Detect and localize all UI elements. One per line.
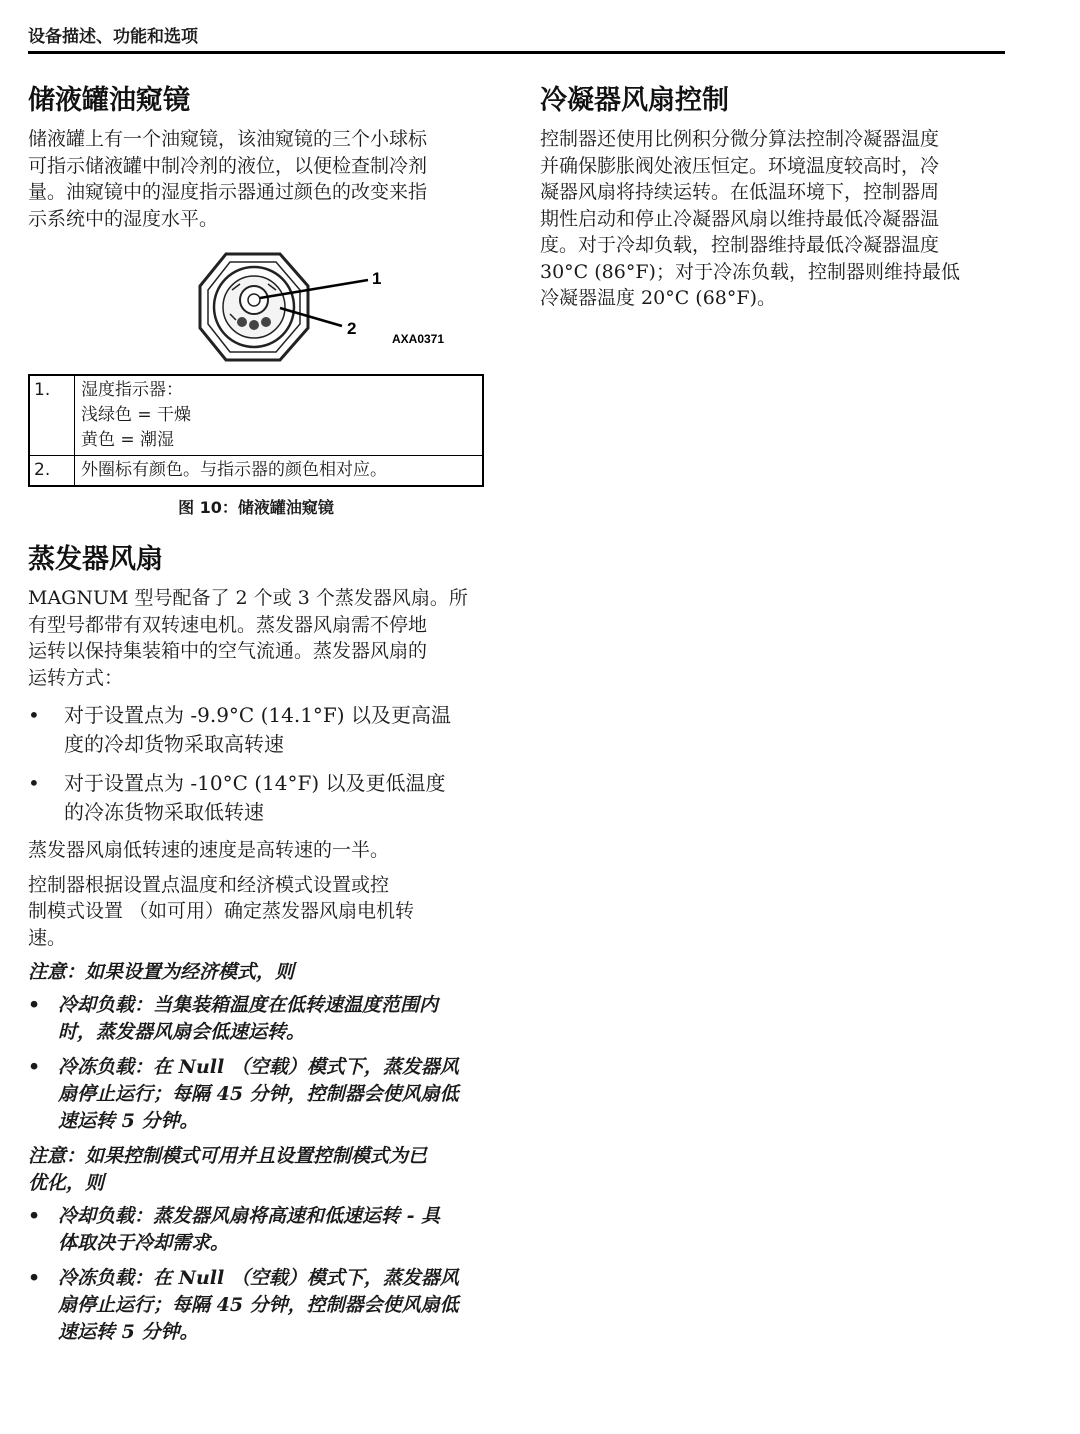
text-line: 速运转 5 分钟。	[58, 1110, 199, 1132]
text-line: 对于设置点为 -9.9°C (14.1°F) 以及更高温	[64, 703, 451, 727]
text-line: 期性启动和停止冷凝器风扇以维持最低冷凝器温	[540, 207, 940, 230]
text-line: 运转方式：	[28, 666, 124, 689]
text-line: 有型号都带有双转速电机。蒸发器风扇需不停地	[28, 613, 428, 636]
section-evaporator-fan	[28, 541, 498, 1346]
heading-evaporator-fan: 蒸发器风扇	[28, 544, 163, 575]
text-line: 储液罐上有一个油窥镜，该油窥镜的三个小球标	[28, 128, 428, 150]
sight-glass-drawing	[196, 250, 486, 368]
bullet-dot: •	[28, 1056, 41, 1078]
text-line: 冷凝器温度 20°C (68°F)。	[540, 287, 776, 309]
legend-num: 2.	[29, 456, 75, 487]
bullet-dot: •	[28, 1267, 41, 1289]
text-line: 冷冻负载：在 Null （空载）模式下，蒸发器风	[58, 1267, 459, 1289]
sight-glass-illustration	[28, 250, 488, 368]
legend-num: 1.	[29, 375, 75, 456]
bullet-dot: •	[28, 703, 40, 727]
text-line: 制模式设置 （如可用）确定蒸发器风扇电机转	[28, 900, 415, 922]
list-item	[28, 1054, 498, 1135]
legend-text	[75, 456, 484, 487]
text-line: 30°C (86°F)；对于冷冻负载，控制器则维持最低	[540, 260, 960, 283]
figure-legend-table	[28, 374, 484, 487]
text-line: 度的冷却货物采取高转速	[64, 732, 284, 756]
callout-1: 1	[372, 269, 382, 288]
note-economy-mode	[28, 959, 498, 986]
legend-text	[75, 375, 484, 456]
low-speed-paragraph	[28, 837, 498, 864]
text-line: 运转以保持集装箱中的空气流通。蒸发器风扇的	[28, 640, 428, 662]
text-line: 冷却负载：当集装箱温度在低转速温度范围内	[58, 994, 439, 1016]
text-line: 蒸发器风扇低转速的速度是高转速的一半。	[28, 839, 390, 861]
list-item	[28, 1203, 498, 1257]
figure-caption: 图 10：储液罐油窥镜	[178, 498, 334, 517]
economy-note-list	[28, 992, 498, 1135]
text-line: 优化，则	[28, 1172, 105, 1194]
text-line: 凝器风扇将持续运转。在低温环境下，控制器周	[540, 181, 940, 203]
bullet-dot: •	[28, 1205, 41, 1227]
bullet-dot: •	[28, 771, 40, 795]
text-line: 体取决于冷却需求。	[58, 1232, 230, 1254]
text-line: 的冷冻货物采取低转速	[64, 800, 264, 824]
list-item	[28, 769, 498, 827]
text-line: 速运转 5 分钟。	[58, 1321, 199, 1343]
legend-line: 湿度指示器：	[81, 380, 183, 400]
speed-bullet-list	[28, 701, 498, 827]
list-item	[28, 701, 498, 759]
text-line: 可指示储液罐中制冷剂的液位，以便检查制冷剂	[28, 154, 428, 177]
running-header	[28, 26, 1005, 54]
sight-glass-paragraph	[28, 126, 498, 232]
text-line: 度。对于冷却负载，控制器维持最低冷凝器温度	[540, 234, 940, 256]
list-item	[28, 1265, 498, 1346]
figure-sight-glass	[28, 250, 488, 519]
text-line: 时，蒸发器风扇会低速运转。	[58, 1021, 306, 1043]
text-line: 冷冻负载：在 Null （空载）模式下，蒸发器风	[58, 1056, 459, 1078]
heading-sight-glass: 储液罐油窥镜	[28, 85, 190, 116]
text-line: 对于设置点为 -10°C (14°F) 以及更低温度	[64, 771, 446, 795]
evaporator-intro	[28, 585, 498, 691]
text-line: 量。油窥镜中的湿度指示器通过颜色的改变来指	[28, 181, 428, 203]
text-line: 并确保膨胀阀处液压恒定。环境温度较高时，冷	[540, 154, 940, 177]
bullet-dot: •	[28, 994, 41, 1016]
text-line: 扇停止运行；每隔 45 分钟，控制器会使风扇低	[58, 1294, 459, 1316]
text-line: 注意：如果设置为经济模式，则	[28, 961, 295, 983]
text-line: 速。	[28, 926, 67, 949]
figure-code: AXA0371	[392, 332, 445, 346]
control-mode-note-list	[28, 1203, 498, 1346]
text-line: 控制器根据设置点温度和经济模式设置或控	[28, 873, 390, 896]
text-line: MAGNUM 型号配备了 2 个或 3 个蒸发器风扇。所	[28, 587, 468, 609]
text-line: 注意：如果控制模式可用并且设置控制模式为已	[28, 1145, 428, 1167]
legend-line: 浅绿色 = 干燥	[81, 405, 192, 425]
condenser-paragraph	[540, 126, 1000, 312]
note-control-mode	[28, 1143, 498, 1197]
text-line: 扇停止运行；每隔 45 分钟，控制器会使风扇低	[58, 1083, 459, 1105]
list-item	[28, 992, 498, 1046]
text-line: 示系统中的湿度水平。	[28, 207, 219, 230]
text-line: 冷却负载：蒸发器风扇将高速和低速运转 - 具	[58, 1205, 441, 1227]
controller-paragraph	[28, 872, 498, 952]
text-line: 控制器还使用比例积分微分算法控制冷凝器温度	[540, 128, 940, 150]
left-column	[28, 82, 498, 1354]
heading-condenser-fan-control: 冷凝器风扇控制	[540, 85, 729, 116]
table-row	[29, 456, 483, 487]
legend-line: 黄色 = 潮湿	[81, 430, 175, 450]
section-title: 设备描述、功能和选项	[28, 27, 198, 47]
table-row	[29, 375, 483, 456]
legend-line: 外圈标有颜色。与指示器的颜色相对应。	[81, 460, 387, 480]
right-column	[540, 82, 1000, 320]
callout-2: 2	[347, 319, 357, 338]
